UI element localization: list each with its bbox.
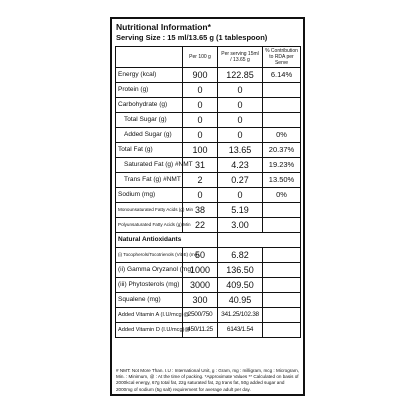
row-rda: 13.50%	[263, 173, 301, 188]
row-label: Added Vitamin A (I.U/mcg)@	[116, 308, 183, 323]
table-row	[116, 188, 301, 203]
row-label: Added Vitamin D (I.U/mcg)@	[116, 323, 183, 338]
row-label: Added Sugar (g)	[116, 128, 183, 143]
row-per-serving: 6.82	[218, 248, 263, 263]
footnote: # NMT: Not More Than. I.U : International Unit, g : Gram, mg : milligram, mcg : Microgram, Min. : Minimum, @ : At the time of packing. *Approximate Values ** Calculated on basis of 2000kcal energy, 67g total fat, 22g saturated fat, 2g trans fat, 50g added sugar and 2000mg of sodium (5g salt) requirement for average adult per day.	[116, 368, 299, 392]
row-per100: 2	[183, 173, 218, 188]
row-per100: 0	[183, 188, 218, 203]
table-row	[116, 113, 301, 128]
table-row	[116, 248, 301, 263]
antioxidants-heading: Natural Antioxidants	[116, 233, 218, 248]
row-per100: 300	[183, 293, 218, 308]
row-rda	[263, 293, 301, 308]
row-per-serving: 0.27	[218, 173, 263, 188]
row-label: Squalene (mg)	[116, 293, 183, 308]
row-per100: 900	[183, 68, 218, 83]
row-label: Energy (kcal)	[116, 68, 183, 83]
row-per100: 31	[183, 158, 218, 173]
header-per100: Per 100 g	[183, 47, 218, 68]
panel-title: Nutritional Information*	[116, 22, 211, 32]
row-per100: 3000	[183, 278, 218, 293]
antioxidants-heading-blank	[218, 233, 301, 248]
table-row	[116, 203, 301, 218]
row-rda	[263, 323, 301, 338]
table-row	[116, 278, 301, 293]
row-per-serving: 0	[218, 113, 263, 128]
row-per-serving: 3.00	[218, 218, 263, 233]
row-per-serving: 40.95	[218, 293, 263, 308]
header-row	[116, 47, 301, 68]
row-rda	[263, 308, 301, 323]
row-rda	[263, 248, 301, 263]
table-row	[116, 158, 301, 173]
row-per-serving: 341.25/102.38	[218, 308, 263, 323]
row-per-serving: 4.23	[218, 158, 263, 173]
table-row	[116, 308, 301, 323]
row-per100: 0	[183, 128, 218, 143]
table-row	[116, 173, 301, 188]
row-rda: 6.14%	[263, 68, 301, 83]
serving-size: Serving Size : 15 ml/13.65 g (1 tablespoon)	[116, 33, 268, 42]
row-per-serving: 6143/1.54	[218, 323, 263, 338]
row-per100: 100	[183, 143, 218, 158]
nutrition-panel	[110, 17, 305, 396]
row-per-serving: 409.50	[218, 278, 263, 293]
row-per100: 450/11.25	[183, 323, 218, 338]
table-row	[116, 293, 301, 308]
row-per100: 0	[183, 98, 218, 113]
row-label: (ii) Gamma Oryzanol (mg)	[116, 263, 183, 278]
row-per-serving: 13.65	[218, 143, 263, 158]
table-row	[116, 218, 301, 233]
row-per-serving: 0	[218, 83, 263, 98]
table-row	[116, 263, 301, 278]
row-per-serving: 0	[218, 98, 263, 113]
row-per100: 0	[183, 113, 218, 128]
row-rda: 0%	[263, 188, 301, 203]
row-per-serving: 136.50	[218, 263, 263, 278]
row-rda	[263, 278, 301, 293]
row-rda: 19.23%	[263, 158, 301, 173]
row-per-serving: 5.19	[218, 203, 263, 218]
antioxidants-heading-row	[116, 233, 301, 248]
row-label: Total Fat (g)	[116, 143, 183, 158]
row-per-serving: 0	[218, 188, 263, 203]
row-per-serving: 0	[218, 128, 263, 143]
row-label: Carbohydrate (g)	[116, 98, 183, 113]
row-label: (i) Tocopherols/Tocotrienols (Vit-E) (mg)	[116, 248, 183, 263]
table-row	[116, 83, 301, 98]
table-row	[116, 68, 301, 83]
row-per-serving: 122.85	[218, 68, 263, 83]
table-row	[116, 323, 301, 338]
header-rda: % Contribution to RDA per Serve	[263, 47, 301, 68]
row-label: Monounsaturated Fatty Acids (g) Min	[116, 203, 183, 218]
row-label: Saturated Fat (g) #NMT	[116, 158, 183, 173]
row-label: Protein (g)	[116, 83, 183, 98]
row-rda	[263, 83, 301, 98]
row-label: Total Sugar (g)	[116, 113, 183, 128]
header-nutrient	[116, 47, 183, 68]
row-rda: 20.37%	[263, 143, 301, 158]
row-rda	[263, 113, 301, 128]
row-per100: 0	[183, 83, 218, 98]
row-per100: 1000	[183, 263, 218, 278]
table-row	[116, 128, 301, 143]
row-rda: 0%	[263, 128, 301, 143]
row-rda	[263, 203, 301, 218]
row-label: Trans Fat (g) #NMT	[116, 173, 183, 188]
row-label: Sodium (mg)	[116, 188, 183, 203]
table-row	[116, 143, 301, 158]
row-rda	[263, 218, 301, 233]
row-per100: 38	[183, 203, 218, 218]
table-row	[116, 98, 301, 113]
row-rda	[263, 98, 301, 113]
row-per100: 2500/750	[183, 308, 218, 323]
header-per-serving: Per serving 15ml / 13.65 g	[218, 47, 263, 68]
row-per100: 50	[183, 248, 218, 263]
row-label: Polyunsaturated Fatty Acids (g) Min	[116, 218, 183, 233]
row-rda	[263, 263, 301, 278]
row-label: (iii) Phytosterols (mg)	[116, 278, 183, 293]
row-per100: 22	[183, 218, 218, 233]
nutrition-table	[115, 46, 301, 338]
